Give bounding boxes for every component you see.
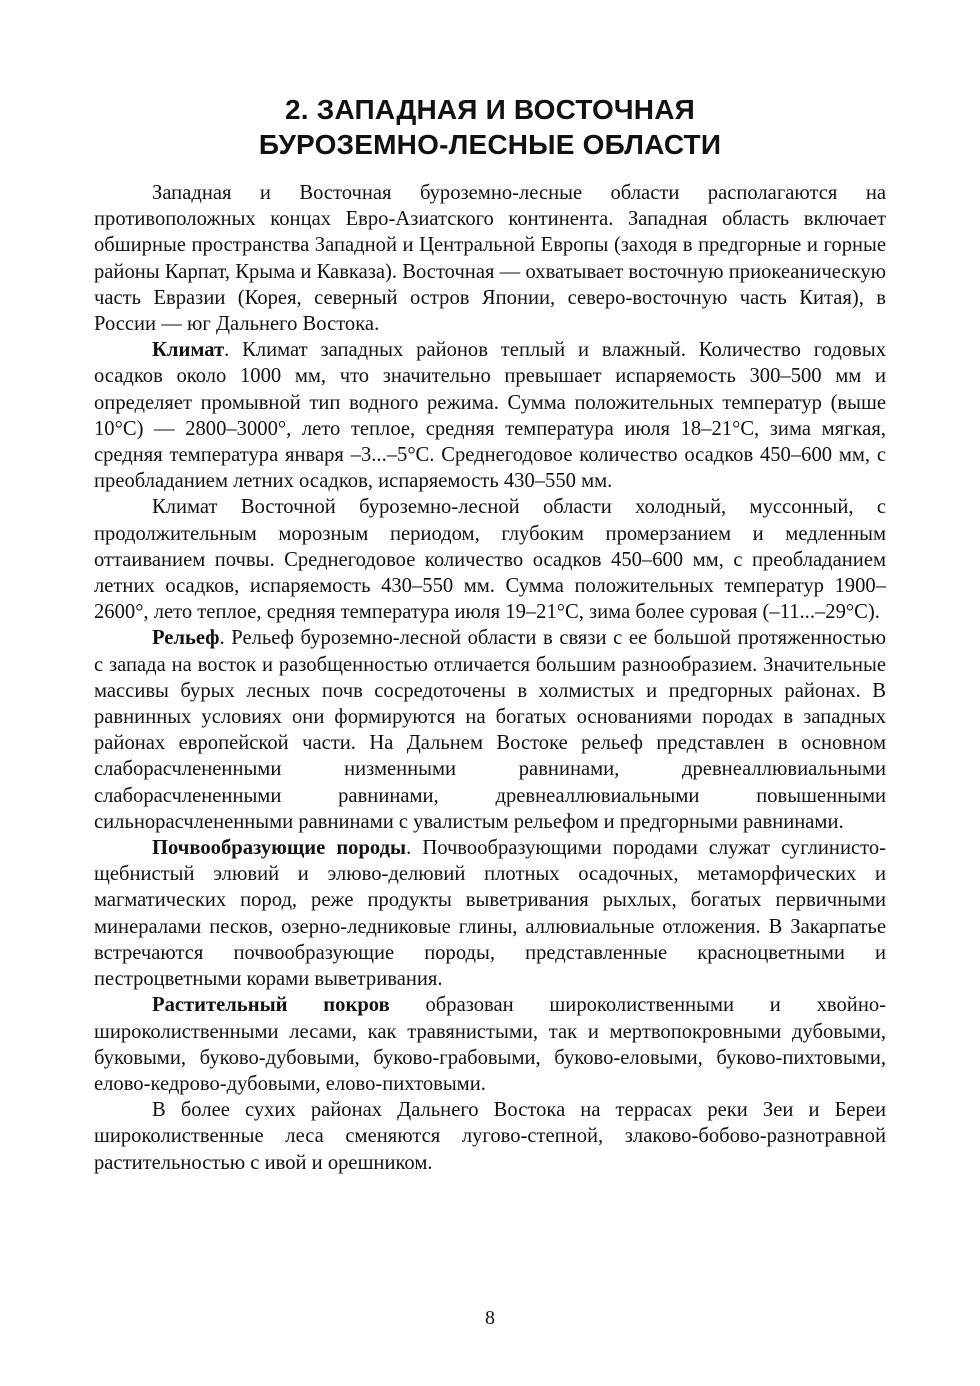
paragraph-lead: Климат	[152, 339, 225, 362]
paragraph-text: Климат Восточной буроземно-лесной области холодный, муссонный, с продолжительным морозным периодом, глубоким промерзанием и медленным оттаиванием почвы. Среднегодовое количество осадков 450–600 мм, с преобладанием летних осадков, испаряемость 430–550 мм. Сумма положительных температур 1900–2600°, лето теплое, средняя температура июля 19–21°С, зима более суровая (–11...–29°С).	[94, 496, 886, 624]
paragraph-lead: Почвообразующие породы	[152, 837, 407, 860]
paragraph-text: . Рельеф буроземно-лесной области в связи с ее большой протяженностью с запада на восток и разобщенностью отличается большим разнообразием. Значительные массивы бурых лесных почв сосредоточены в холмистых и предгорных районах. В равнинных условиях они формируются на богатых основаниями породах в западных районах европейской части. На Дальнем Востоке рельеф представлен в основном слаборасчлененными низменными равнинами, древнеаллювиальными слаборасчлененными равнинами, древнеаллювиальными повышенными сильнорасчлененными равнинами с увалистым рельефом и предгорными равнинами.	[94, 627, 886, 833]
page-title	[94, 92, 886, 162]
title-line-1: 2. ЗАПАДНАЯ И ВОСТОЧНАЯ	[285, 94, 695, 125]
paragraph-far-east	[94, 1097, 886, 1176]
title-line-2: БУРОЗЕМНО-ЛЕСНЫЕ ОБЛАСТИ	[258, 129, 722, 160]
paragraph-climate	[94, 337, 886, 494]
paragraph-text: В более сухих районах Дальнего Востока на террасах реки Зеи и Береи широколиственные леса сменяются лугово-степной, злаково-бобово-разнотравной растительностью с ивой и орешником.	[94, 1099, 886, 1174]
paragraph-intro	[94, 180, 886, 337]
paragraph-text: . Почвообразующими породами служат суглинисто-щебнистый элювий и элюво-делювий плотных осадочных, метаморфических и магматических пород, реже продукты выветривания рыхлых, богатых первичными минералами песков, озерно-ледниковые глины, аллювиальные отложения. В Закарпатье встречаются почвообразующие породы, представленные красноцветными и пестроцветными корами выветривания.	[94, 837, 886, 991]
paragraph-text: . Климат западных районов теплый и влажный. Количество годовых осадков около 1000 мм, что значительно превышает испаряемость 300–500 мм и определяет промывной тип водного режима. Сумма положительных температур (выше 10°С) — 2800–3000°, лето теплое, средняя температура июля 18–21°С, зима мягкая, средняя температура января –3...–5°С. Среднегодовое количество осадков 450–600 мм, с преобладанием летних осадков, испаряемость 430–550 мм.	[94, 339, 886, 493]
page-number: 8	[485, 1307, 495, 1329]
paragraph-relief	[94, 625, 886, 835]
paragraph-vegetation	[94, 992, 886, 1097]
paragraph-parent-rocks	[94, 835, 886, 992]
paragraph-text: образован широколиственными и хвойно-широколиственными лесами, как травянистыми, так и мертвопокровными дубовыми, буковыми, буково-дубовыми, буково-грабовыми, буково-еловыми, буково-пихтовыми, елово-кедрово-дубовыми, елово-пихтовыми.	[94, 994, 886, 1095]
paragraph-lead: Рельеф	[152, 627, 220, 650]
paragraph-lead: Растительный покров	[152, 994, 390, 1017]
paragraph-text: Западная и Восточная буроземно-лесные области располагаются на противоположных концах Евро-Азиатского континента. Западная область включает обширные пространства Западной и Центральной Европы (заходя в предгорные и горные районы Карпат, Крыма и Кавказа). Восточная — охватывает восточную приокеаническую часть Евразии (Корея, северный остров Японии, северо-восточную часть Китая), в России — юг Дальнего Востока.	[94, 182, 886, 336]
body-text	[94, 180, 886, 1176]
paragraph-climate-east	[94, 494, 886, 625]
